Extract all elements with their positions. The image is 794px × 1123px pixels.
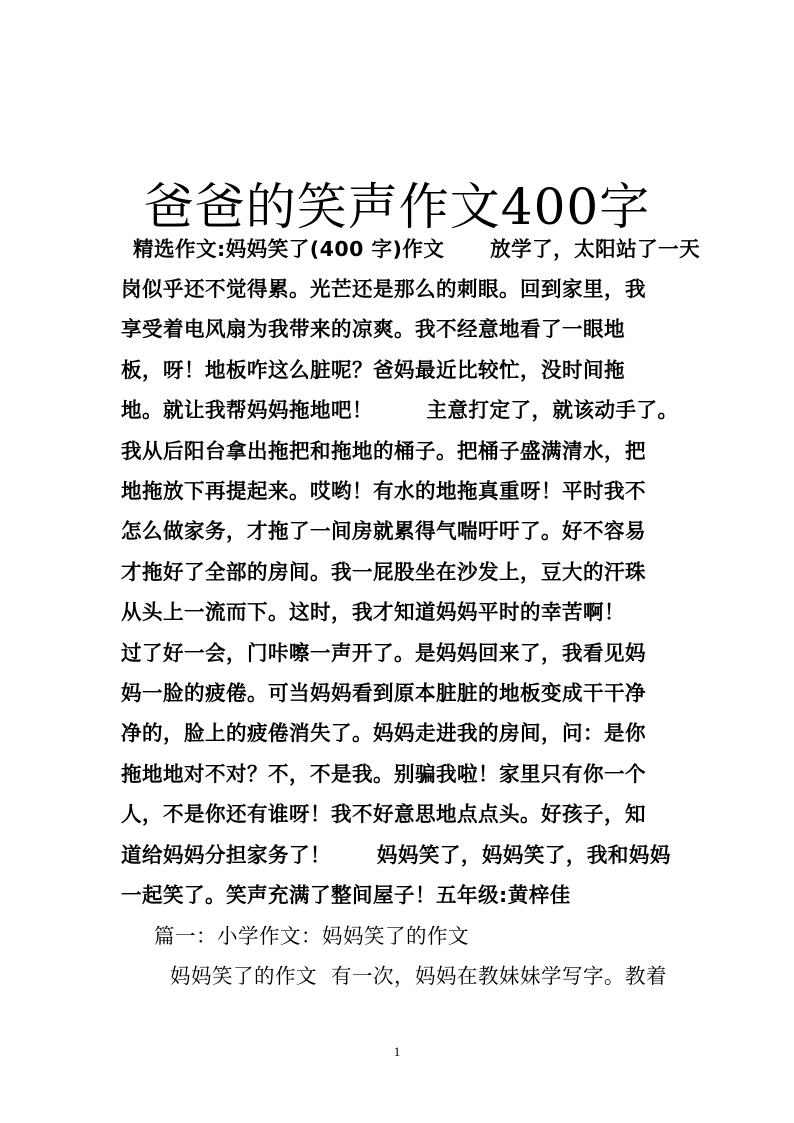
document-title: 爸爸的笑声作文400字 xyxy=(143,177,651,236)
body-line: 我从后阳台拿出拖把和拖地的桶子。把桶子盛满清水，把 xyxy=(121,439,646,463)
body-line: 人，不是你还有谁呀！我不好意思地点点头。好孩子，知 xyxy=(121,802,646,826)
body-line: 地。就让我帮妈妈拖地吧！ 主意打定了，就该动手了。 xyxy=(121,398,679,422)
body-line: 享受着电风扇为我带来的凉爽。我不经意地看了一眼地 xyxy=(121,317,625,341)
body-line: 地拖放下再提起来。哎哟！有水的地拖真重呀！平时我不 xyxy=(121,479,646,503)
body-line: 精选作文:妈妈笑了(400 字)作文 放学了，太阳站了一天 xyxy=(133,237,701,261)
body-line: 怎么做家务，才拖了一间房就累得气喘吁吁了。好不容易 xyxy=(121,519,646,543)
body-line: 净的，脸上的疲倦消失了。妈妈走进我的房间，问：是你 xyxy=(121,721,646,745)
body-line: 岗似乎还不觉得累。光芒还是那么的刺眼。回到家里，我 xyxy=(121,277,646,301)
body-line: 板，呀！地板咋这么脏呢？爸妈最近比较忙，没时间拖 xyxy=(121,358,625,382)
section-first-line: 妈妈笑了的作文 有一次，妈妈在教妹妹学写字。教着 xyxy=(170,964,668,988)
body-line: 从头上一流而下。这时，我才知道妈妈平时的幸苦啊！ xyxy=(121,600,625,624)
body-line: 一起笑了。笑声充满了整间屋子！五年级:黄梓佳 xyxy=(121,883,571,907)
section-heading: 篇一：小学作文：妈妈笑了的作文 xyxy=(154,924,469,948)
body-line: 道给妈妈分担家务了！ 妈妈笑了，妈妈笑了，我和妈妈 xyxy=(121,843,671,867)
page-number: 1 xyxy=(393,1044,401,1059)
body-line: 妈一脸的疲倦。可当妈妈看到原本脏脏的地板变成干干净 xyxy=(121,681,646,705)
body-line: 拖地地对不对？不，不是我。别骗我啦！家里只有你一个 xyxy=(121,762,646,786)
body-line: 才拖好了全部的房间。我一屁股坐在沙发上，豆大的汗珠 xyxy=(121,560,646,584)
body-line: 过了好一会，门咔嚓一声开了。是妈妈回来了，我看见妈 xyxy=(121,641,646,665)
